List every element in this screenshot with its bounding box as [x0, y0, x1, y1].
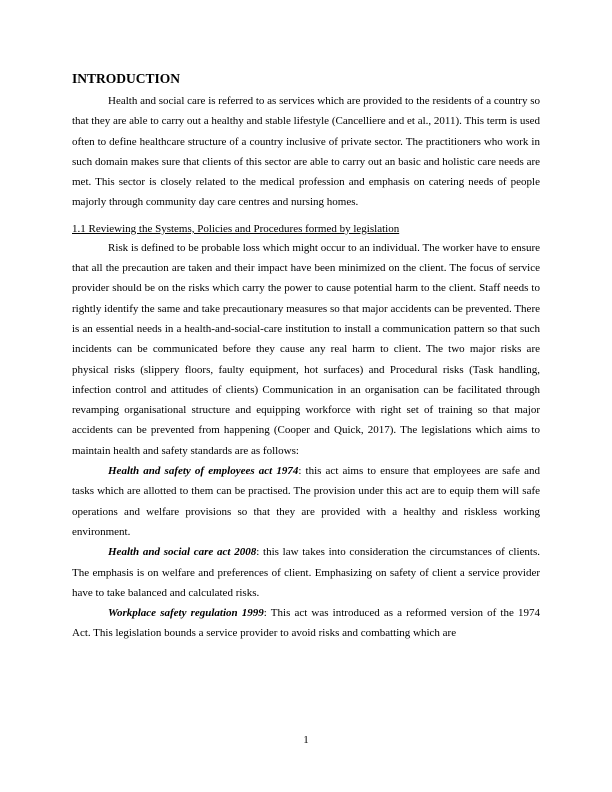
- act-paragraph-2008: [72, 542, 540, 603]
- risk-paragraph: Risk is defined to be probable loss which might occur to an individual. The worker have to ensure that all the precaution are taken and their impact have been minimized on the client. The focus of service provider should be on the risks which carry the power to cause potential harm to the client. Staff needs to rightly identify the same and take precautionary measures so that major accidents can be prevented. There is an essential needs in a health-and-social-care institution to install a communication pattern so that such incidents can be communicated before they cause any real harm to client. The two major risks are physical risks (slippery floors, faulty equipment, hot surfaces) and Procedural risks (Task handling, infection control and attitudes of clients) Communication in an organisation can be facilitated through revamping organisational structure and equipping workforce with right set of training so that major accidents can be prevented from happening (Cooper and Quick, 2017). The legislations which aims to maintain health and safety standards are as follows:: [72, 241, 540, 457]
- act-paragraph-1999: [72, 603, 540, 644]
- subsection-title: 1.1 Reviewing the Systems, Policies and Procedures formed by legislation: [72, 222, 400, 235]
- act-description: : this act aims to ensure that employees are safe and tasks which are allotted to them can be practised. The provision under this act are to equip them will safe operations and welfare provisions so that they are provided with a healthy and riskless working environment.: [72, 465, 540, 538]
- act-name: Health and safety of employees act 1974: [108, 465, 299, 478]
- document-page: [72, 70, 540, 644]
- intro-paragraph: Health and social care is referred to as services which are provided to the residents of a country so that they are able to carry out a healthy and stable lifestyle (Cancelliere and et al., 2011). This term is used often to define healthcare structure of a country inclusive of private sector. The practitioners who work in such domain makes sure that clients of this sector are able to carry out an basic and holistic care needs are met. This sector is closely related to the medical profession and emphasis on catering needs of people majorly through community day care centres and nursing homes.: [72, 95, 540, 209]
- section-heading: INTRODUCTION: [72, 71, 181, 86]
- act-description: : This act was introduced as a reformed version of the 1974 Act. This legislation bounds a service provider to avoid risks and combatting which are: [72, 607, 540, 640]
- act-paragraph-1974: [72, 461, 540, 542]
- page-number: 1: [303, 734, 309, 746]
- act-name: Workplace safety regulation 1999: [108, 607, 264, 620]
- act-description: : this law takes into consideration the circumstances of clients. The emphasis is on welfare and preferences of client. Emphasizing on safety of client a service provider have to take balanced and calculated risks.: [72, 546, 540, 599]
- act-name: Health and social care act 2008: [108, 546, 257, 559]
